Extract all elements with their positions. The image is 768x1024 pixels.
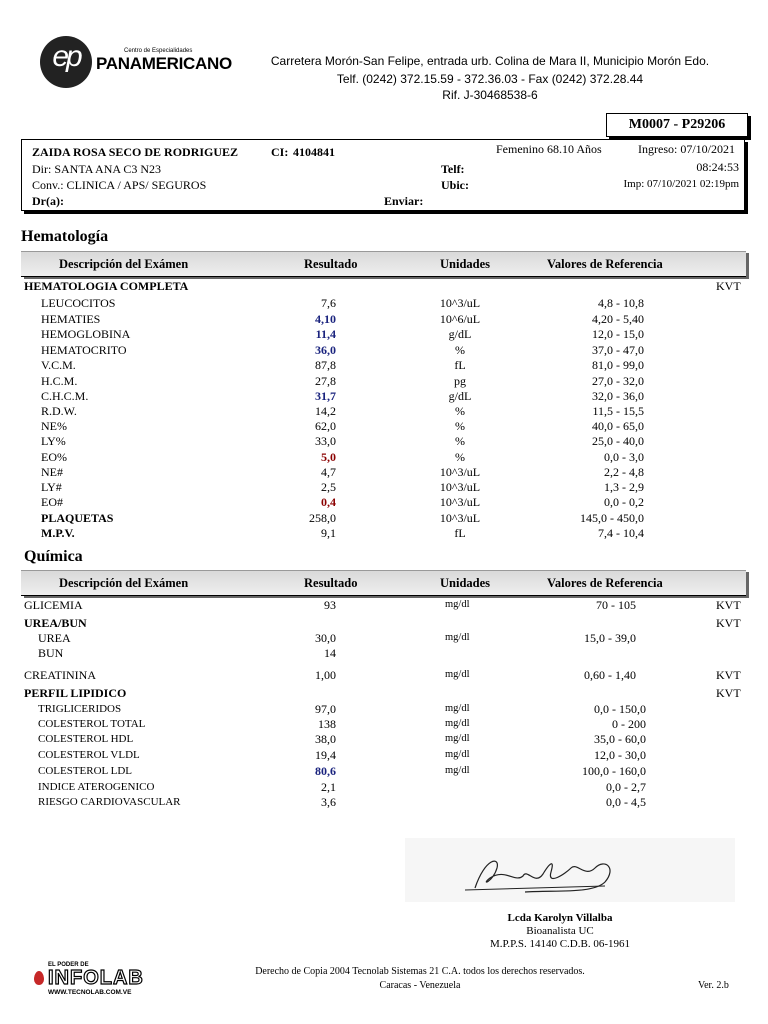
test-ref: 7,4 - 10,4 [598,526,644,540]
group-tag: KVT [716,616,741,630]
clinic-rif: Rif. J-30468538-6 [442,88,538,102]
patient-info-box [21,139,745,211]
signer-title: Bioanalista UC [526,925,594,937]
test-ref: 0,0 - 150,0 [594,702,646,716]
test-unit: 10^3/uL [439,465,481,479]
patient-sex-age: Femenino 68.10 Años [496,142,602,156]
clinic-address: Carretera Morón-San Felipe, entrada urb. Colina de Mara II, Municipio Morón Edo. [270,54,710,68]
test-name: H.C.M. [41,374,78,388]
test-name: HEMOGLOBINA [41,327,131,341]
test-result: 7,6 [321,296,336,310]
table-row [0,702,768,716]
signature-area [405,838,735,902]
test-unit: mg/dl [445,733,470,744]
test-name: LY% [41,434,66,448]
test-unit: fL [454,358,466,372]
table-header-quimica [21,570,746,596]
copyright-text: Derecho de Copia 2004 Tecnolab Sistemas 21 C.A. todos los derechos reservados. [255,966,585,977]
table-row [0,434,768,448]
test-ref: 0 - 200 [612,717,646,731]
table-row [0,465,768,479]
col-units: Unidades [440,257,491,271]
table-row [0,450,768,464]
test-ref: 37,0 - 47,0 [592,343,644,357]
test-result: 62,0 [315,419,336,433]
test-result: 80,6 [315,764,336,778]
test-ref: 25,0 - 40,0 [592,434,644,448]
ingreso-date: Ingreso: 07/10/2021 [638,142,735,156]
logo-subtitle: Centro de Especialidades [124,48,193,54]
test-result: 138 [318,717,336,731]
test-name: PLAQUETAS [41,511,114,525]
test-ref: 0,60 - 1,40 [584,668,636,682]
patient-convenio: Conv.: CLINICA / APS/ SEGUROS [32,178,207,192]
version-text: Ver. 2.b [698,980,729,991]
test-name: LY# [41,480,62,494]
table-row [0,631,768,645]
clinic-logo [40,36,240,92]
test-result: 87,8 [315,358,336,372]
test-result: 31,7 [315,389,336,403]
col-ref: Valores de Referencia [547,576,663,590]
test-result: 1,00 [315,668,336,682]
table-row [0,717,768,731]
logo-url: WWW.TECNOLAB.COM.VE [48,989,132,996]
patient-address: Dir: SANTA ANA C3 N23 [32,162,162,176]
test-ref: 145,0 - 450,0 [580,511,644,525]
test-name: NE# [41,465,63,479]
table-row [0,795,768,809]
signer-name: Lcda Karolyn Villalba [507,912,613,924]
test-unit: pg [454,374,466,388]
test-name: GLICEMIA [24,598,83,612]
test-ref: 4,20 - 5,40 [592,312,644,326]
test-name: EO% [41,450,67,464]
test-name: RIESGO CARDIOVASCULAR [38,796,181,808]
test-result: 3,6 [321,795,336,809]
table-row [0,374,768,388]
enviar-label: Enviar: [384,194,424,208]
test-result: 258,0 [309,511,336,525]
test-unit: % [455,343,465,357]
test-name: V.C.M. [41,358,76,372]
ubic-label: Ubic: [441,178,469,192]
test-unit: % [455,450,465,464]
test-name: HEMATIES [41,312,101,326]
test-name: COLESTEROL TOTAL [38,718,146,730]
test-unit: % [455,404,465,418]
test-result: 38,0 [315,732,336,746]
test-unit: mg/dl [445,599,470,610]
test-unit: 10^6/uL [439,312,481,326]
test-result: 2,5 [321,480,336,494]
test-result: 0,4 [321,495,336,509]
group-tag: KVT [716,686,741,700]
test-ref: 0,0 - 4,5 [606,795,646,809]
table-row [0,598,768,612]
test-ref: 12,0 - 30,0 [594,748,646,762]
drop-icon [34,971,44,985]
print-date: Imp: 07/10/2021 02:19pm [623,178,739,190]
test-name: LEUCOCITOS [41,296,116,310]
test-ref: 12,0 - 15,0 [592,327,644,341]
test-unit: 10^3/uL [439,511,481,525]
table-row [0,495,768,509]
doctor-label: Dr(a): [32,194,64,208]
test-result: 97,0 [315,702,336,716]
test-result: 11,4 [315,327,336,341]
test-ref: 81,0 - 99,0 [592,358,644,372]
test-ref: 32,0 - 36,0 [592,389,644,403]
telf-label: Telf: [441,162,465,176]
test-ref: 27,0 - 32,0 [592,374,644,388]
test-result: 19,4 [315,748,336,762]
test-result: 5,0 [321,450,336,464]
test-tag: KVT [716,668,741,682]
col-desc: Descripción del Exámen [59,257,189,271]
test-unit: mg/dl [445,703,470,714]
test-name: R.D.W. [41,404,77,418]
test-unit: mg/dl [445,632,470,643]
col-result: Resultado [304,576,358,590]
test-name: M.P.V. [41,526,75,540]
test-unit: % [455,434,465,448]
group-tag: KVT [716,279,741,293]
test-name: NE% [41,419,67,433]
test-name: TRIGLICERIDOS [38,703,122,715]
test-name: COLESTEROL VLDL [38,749,140,761]
group-row [0,686,768,700]
test-unit: mg/dl [445,765,470,776]
test-unit: 10^3/uL [439,480,481,494]
test-ref: 100,0 - 160,0 [582,764,646,778]
test-name: UREA [38,631,71,645]
col-result: Resultado [304,257,358,271]
test-result: 36,0 [315,343,336,357]
table-row [0,296,768,310]
table-row [0,389,768,403]
logo-main-text: INFOLAB [48,967,144,989]
test-ref: 0,0 - 3,0 [604,450,644,464]
handwritten-signature [405,838,735,902]
test-name: CREATININA [24,668,96,682]
test-ref: 15,0 - 39,0 [584,631,636,645]
patient-ci: 4104841 [293,145,335,159]
group-name: UREA/BUN [24,616,87,630]
test-result: 14,2 [315,404,336,418]
table-row [0,646,768,660]
test-result: 14 [324,646,336,660]
table-row [0,327,768,341]
logo-title: PANAMERICANO [96,54,232,73]
table-row [0,419,768,433]
section-title-quimica: Química [24,548,83,565]
patient-ci-label: CI: [271,145,289,159]
group-row [0,616,768,630]
test-unit: fL [454,526,466,540]
test-result: 9,1 [321,526,336,540]
signer-registry: M.P.P.S. 14140 C.D.B. 06-1961 [490,938,630,950]
test-result: 33,0 [315,434,336,448]
test-unit: mg/dl [445,718,470,729]
table-row [0,748,768,762]
test-ref: 1,3 - 2,9 [604,480,644,494]
test-result: 30,0 [315,631,336,645]
test-result: 4,7 [321,465,336,479]
test-name: BUN [38,646,64,660]
test-ref: 35,0 - 60,0 [594,732,646,746]
table-row [0,404,768,418]
table-row [0,732,768,746]
table-header-hematologia [21,251,746,277]
clinic-phones: Telf. (0242) 372.15.59 - 372.36.03 - Fax (0242) 372.28.44 [336,72,644,86]
table-row [0,511,768,525]
ingreso-time: 08:24:53 [696,160,739,174]
col-desc: Descripción del Exámen [59,576,189,590]
test-ref: 11,5 - 15,5 [592,404,644,418]
test-name: COLESTEROL LDL [38,765,132,777]
test-result: 4,10 [315,312,336,326]
table-row [0,480,768,494]
test-name: INDICE ATEROGENICO [38,781,155,793]
test-result: 2,1 [321,780,336,794]
group-row [0,279,768,293]
test-result: 27,8 [315,374,336,388]
test-name: COLESTEROL HDL [38,733,134,745]
section-title-hematologia: Hematología [21,228,109,245]
patient-name: ZAIDA ROSA SECO DE RODRIGUEZ [32,145,239,159]
table-row [0,668,768,682]
table-row [0,526,768,540]
logo-top-text: EL PODER DE [48,962,89,968]
logo-mark: ep [52,40,80,73]
table-row [0,764,768,778]
test-ref: 0,0 - 0,2 [604,495,644,509]
col-ref: Valores de Referencia [547,257,663,271]
test-tag: KVT [716,598,741,612]
test-unit: 10^3/uL [439,296,481,310]
test-unit: mg/dl [445,669,470,680]
group-name: PERFIL LIPIDICO [24,686,127,700]
test-ref: 40,0 - 65,0 [592,419,644,433]
test-ref: 4,8 - 10,8 [598,296,644,310]
test-name: HEMATOCRITO [41,343,127,357]
table-row [0,343,768,357]
order-code: M0007 - P29206 [606,113,748,137]
test-unit: g/dL [448,327,472,341]
test-ref: 2,2 - 4,8 [604,465,644,479]
infolab-logo [28,963,178,1003]
test-unit: g/dL [448,389,472,403]
col-units: Unidades [440,576,491,590]
test-ref: 70 - 105 [596,598,636,612]
test-unit: mg/dl [445,749,470,760]
test-unit: 10^3/uL [439,495,481,509]
table-row [0,312,768,326]
city-text: Caracas - Venezuela [379,980,461,991]
test-result: 93 [324,598,336,612]
table-row [0,358,768,372]
group-name: HEMATOLOGIA COMPLETA [24,279,189,293]
test-name: EO# [41,495,63,509]
table-row [0,780,768,794]
test-ref: 0,0 - 2,7 [606,780,646,794]
test-unit: % [455,419,465,433]
test-name: C.H.C.M. [41,389,89,403]
